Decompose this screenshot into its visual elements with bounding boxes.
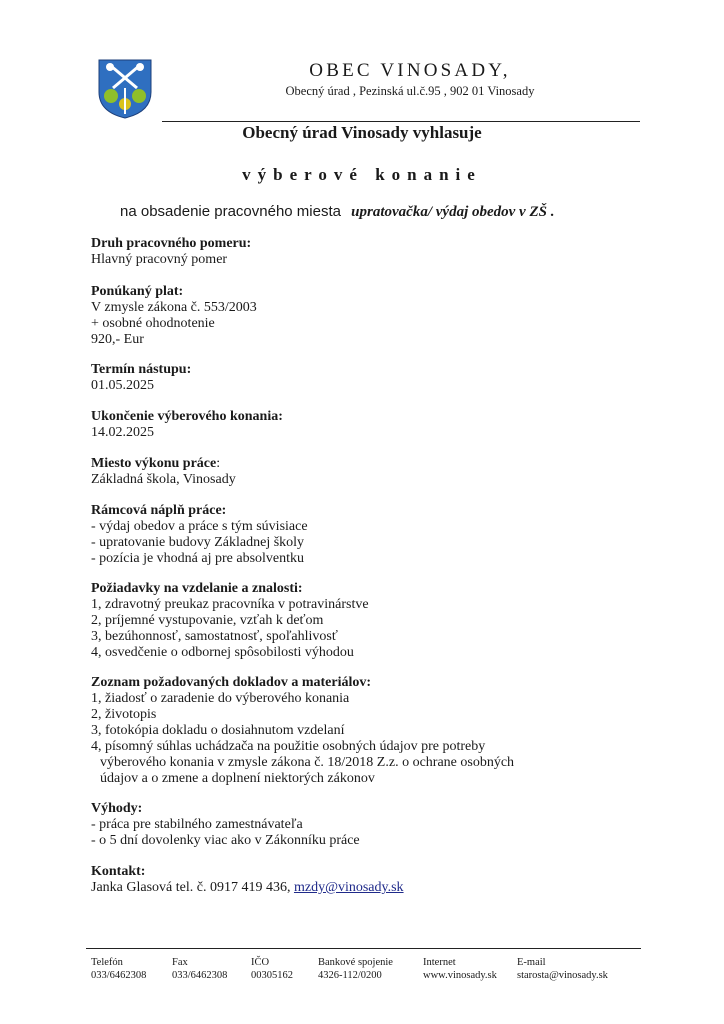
list-item: 2, príjemné vystupovanie, vzťah k deťom	[91, 613, 324, 628]
section-value: 01.05.2025	[91, 378, 154, 393]
end-date-section	[91, 409, 611, 441]
list-item: 2, životopis	[91, 707, 157, 722]
section-label: Zoznam požadovaných dokladov a materiálov:	[91, 675, 372, 690]
list-item-continuation: údajov a o zmene a doplnení niektorých zákonov	[100, 771, 375, 786]
benefits-section	[91, 801, 611, 849]
list-item: 4, osvedčenie o odbornej spôsobilosti výhodou	[91, 645, 354, 660]
position-name: upratovačka/ výdaj obedov v ZŠ .	[351, 204, 555, 220]
footer-divider	[86, 948, 641, 949]
section-label: Druh pracovného pomeru:	[91, 236, 252, 251]
coat-of-arms-logo	[97, 58, 153, 120]
footer-label: Fax	[172, 957, 188, 968]
requirements-section	[91, 581, 611, 661]
section-value: 14.02.2025	[91, 425, 154, 440]
section-label: Termín nástupu:	[91, 362, 192, 377]
duties-section	[91, 503, 611, 567]
footer-label: IČO	[251, 957, 270, 968]
footer-value: www.vinosady.sk	[423, 970, 497, 981]
position-intro: na obsadenie pracovného miesta	[120, 203, 341, 220]
footer-value: 00305162	[251, 970, 293, 981]
section-label: Ponúkaný plat:	[91, 284, 184, 299]
list-item: - výdaj obedov a práce s tým súvisiace	[91, 519, 308, 534]
section-label: Miesto výkonu práce	[91, 456, 217, 471]
documents-section	[91, 675, 611, 787]
list-item: V zmysle zákona č. 553/2003	[91, 300, 257, 315]
footer-value: 033/6462308	[172, 970, 228, 981]
section-label: Výhody:	[91, 801, 143, 816]
label-colon: :	[216, 456, 221, 471]
list-item: - pozícia je vhodná aj pre absolventku	[91, 551, 305, 566]
office-address: Obecný úrad , Pezinská ul.č.95 , 902 01 Vinosady	[285, 84, 535, 98]
footer-label: Internet	[423, 957, 456, 968]
list-item-continuation: výberového konania v zmysle zákona č. 18/2018 Z.z. o ochrane osobných	[100, 755, 515, 770]
footer-internet	[423, 956, 497, 982]
office-announcement-title: Obecný úrad Vinosady vyhlasuje	[242, 123, 482, 142]
section-value: Hlavný pracovný pomer	[91, 252, 228, 267]
list-item: - o 5 dní dovolenky viac ako v Zákonníku práce	[91, 833, 360, 848]
list-item: 3, bezúhonnosť, samostatnosť, spoľahlivosť	[91, 629, 338, 644]
footer-label: Bankové spojenie	[318, 957, 393, 968]
contact-section	[91, 864, 611, 896]
list-item: 4, písomný súhlas uchádzača na použitie osobných údajov pre potreby	[91, 739, 486, 754]
list-item: 1, žiadosť o zaradenie do výberového konania	[91, 691, 350, 706]
contact-person: Janka Glasová tel. č. 0917 419 436,	[91, 880, 291, 895]
list-item: 920,- Eur	[91, 332, 144, 347]
list-item: + osobné ohodnotenie	[91, 316, 215, 331]
selection-procedure-heading: výberové konanie	[242, 165, 482, 184]
section-label: Ukončenie výberového konania:	[91, 409, 283, 424]
footer-ico	[251, 956, 293, 982]
salary-section	[91, 284, 611, 348]
footer-value: 4326-112/0200	[318, 970, 382, 981]
footer-bank	[318, 956, 393, 982]
employment-type-section	[91, 236, 611, 268]
start-date-section	[91, 362, 611, 394]
footer-phone	[91, 956, 146, 982]
list-item: - práca pre stabilného zamestnávateľa	[91, 817, 303, 832]
footer-value: 033/6462308	[91, 970, 147, 981]
section-label: Požiadavky na vzdelanie a znalosti:	[91, 581, 303, 596]
list-item: 1, zdravotný preukaz pracovníka v potravinárstve	[91, 597, 369, 612]
section-value: Základná škola, Vinosady	[91, 472, 236, 487]
position-line	[120, 203, 554, 221]
contact-email-link[interactable]: mzdy@vinosady.sk	[293, 880, 404, 895]
footer-label: Telefón	[91, 957, 123, 968]
list-item: 3, fotokópia dokladu o dosiahnutom vzdelaní	[91, 723, 345, 738]
footer-fax	[172, 956, 227, 982]
section-label: Rámcová náplň práce:	[91, 503, 227, 518]
workplace-section	[91, 456, 611, 488]
footer-value: starosta@vinosady.sk	[517, 970, 608, 981]
header-divider	[162, 121, 640, 122]
list-item: - upratovanie budovy Základnej školy	[91, 535, 305, 550]
footer-label: E-mail	[517, 957, 546, 968]
footer-email	[517, 956, 608, 982]
section-label: Kontakt:	[91, 864, 146, 879]
municipality-title: OBEC VINOSADY,	[309, 60, 511, 81]
